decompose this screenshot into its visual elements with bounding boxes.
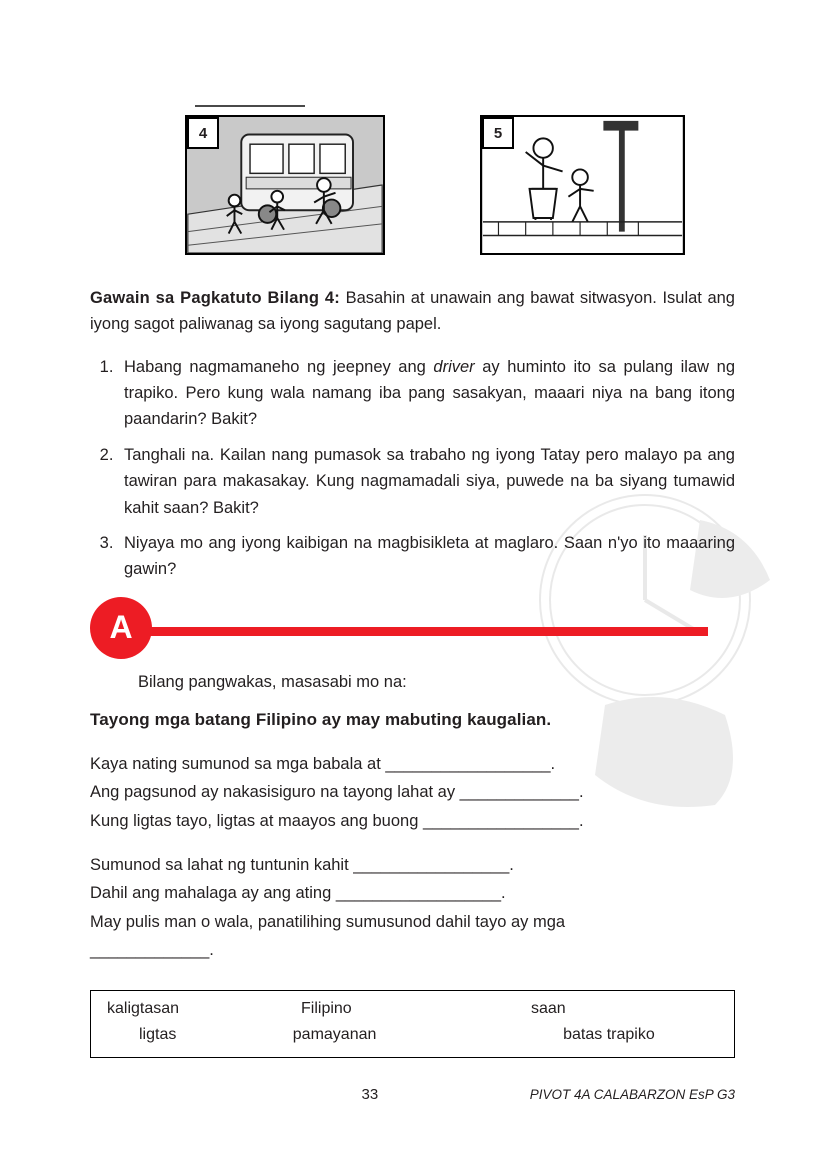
fill-line: May pulis man o wala, panatilihing sumusunod dahil tayo ay mga [90,912,566,931]
word-bank-box [90,990,735,1058]
word-bank-word: saan [531,1000,566,1018]
closing-intro: Bilang pangwakas, masasabi mo na: [138,672,407,691]
situation-text-2: Tanghali na. Kailan nang pumasok sa trabaho ng iyong Tatay pero malayo pa ang tawiran para makasakay. Kung nagmamadali siya, puwede na ba siyang tumawid kahit saan? Bakit? [124,445,735,517]
banner-letter-badge: A [90,597,152,659]
picture-number-4: 4 [187,117,219,149]
situation-italic-1: driver [433,357,475,376]
picture-number-5: 5 [482,117,514,149]
illustration-5 [480,115,685,255]
word-bank-word: pamayanan [292,1026,377,1044]
fill-line: Kaya nating sumunod sa mga babala at __________________. [90,754,556,773]
illustration-4 [185,115,385,255]
footer-reference: PIVOT 4A CALABARZON EsP G3 [529,1087,735,1102]
closing-statement: Tayong mga batang Filipino ay may mabuting kaugalian. [90,709,552,729]
section-banner [90,597,735,667]
worksheet-page [0,100,825,1175]
word-bank-word: batas trapiko [563,1026,655,1044]
situation-text-3: Niyaya mo ang iyong kaibigan na magbisikleta at maglaro. Saan n'yo ito maaaring gawin? [124,533,735,579]
word-bank-word: kaligtasan [107,1000,180,1018]
page-number: 33 [361,1086,379,1103]
strip-divider [195,105,305,107]
fill-in-the-blank-block [90,750,735,965]
page-footer [0,1086,825,1103]
word-bank-row [91,1026,734,1044]
activity-instruction [90,286,735,337]
word-bank-word: ligtas [139,1026,177,1044]
fill-line: Kung ligtas tayo, ligtas at maayos ang buong _________________. [90,811,584,830]
activity-instruction-text: Basahin at unawain ang bawat sitwasyon. Isulat ang iyong sagot paliwanag sa iyong sagutang papel. [90,289,735,333]
word-bank-word: Filipino [301,1000,352,1018]
situation-text-1b: ay huminto ito sa pulang ilaw ng trapiko. Pero kung wala namang iba pang sasakyan, maaari niya na bang itong paandarin? Bakit? [124,357,735,429]
list-item [118,442,735,521]
banner-rule [148,627,708,636]
fill-line: Dahil ang mahalaga ay ang ating __________________. [90,884,506,903]
word-bank-row [91,1000,734,1018]
fill-line: Ang pagsunod ay nakasisiguro na tayong lahat ay _____________. [90,783,584,802]
list-item [118,354,735,433]
fill-line: Sumunod sa lahat ng tuntunin kahit _________________. [90,855,514,874]
situation-list [90,354,735,583]
fill-line: _____________. [90,941,214,959]
situation-text-1a: Habang nagmamaneho ng jeepney ang [124,357,434,376]
list-item [118,530,735,583]
illustration-strip [90,100,735,270]
activity-title: Gawain sa Pagkatuto Bilang 4: [90,289,340,307]
